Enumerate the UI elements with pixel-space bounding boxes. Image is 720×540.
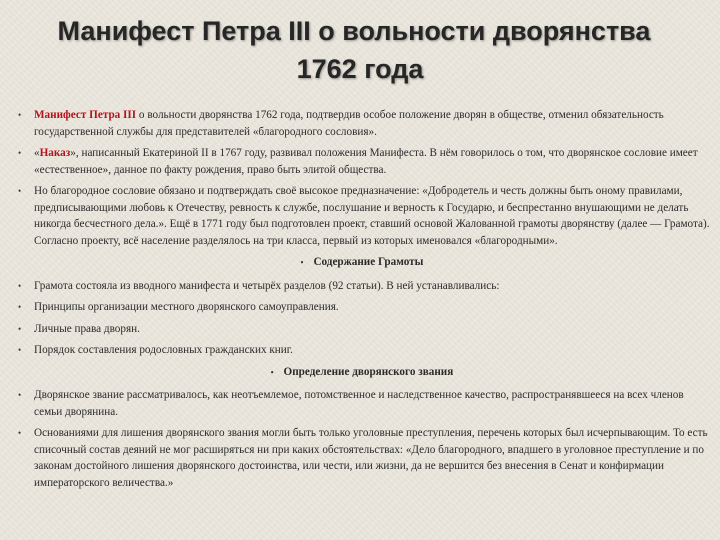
bullet-icon: • xyxy=(18,302,22,312)
bullet-icon: • xyxy=(18,428,22,438)
bullet-icon: • xyxy=(270,367,274,377)
slide-title xyxy=(0,12,720,88)
bullet-icon: • xyxy=(18,323,22,334)
bullet-paragraph-genealogy xyxy=(12,342,712,359)
manifest-accent-text: Манифест Петра III xyxy=(34,109,137,121)
heading-text: Определение дворянского звания xyxy=(283,365,454,378)
section-heading-gramota xyxy=(12,254,712,272)
bullet-paragraph-deprivation xyxy=(12,425,712,491)
bullet-paragraph-structure xyxy=(12,278,712,295)
paragraph-text: », написанный Екатериной II в 1767 году, развивал положения Манифеста. В нём говорилось о том, что дворянское сословие имеет «естественное», данное по факту рождения, право быть элитой общества. xyxy=(34,147,698,176)
bullet-paragraph-duty xyxy=(12,183,712,249)
title-line-2: 1762 года xyxy=(296,54,424,84)
paragraph-text: Порядок составления родословных гражданских книг. xyxy=(34,344,293,356)
bullet-icon: • xyxy=(18,148,22,158)
bullet-icon: • xyxy=(18,280,22,291)
bullet-icon: • xyxy=(18,110,22,120)
section-heading-definition xyxy=(12,364,712,382)
quote-open: « xyxy=(34,147,40,159)
bullet-icon: • xyxy=(18,186,22,196)
paragraph-text: Но благородное сословие обязано и подтверждать своё высокое предназначение: «Добродетель и честь должны быть оному правилами, предписывающими любовь к Отечеству, ревность к службе, послушание и верность к Государю, и беспрестанно внушающими не делать никогда бесчестного дела.». Ещё в 1771 году был подготовлен проект, ставший основой Жалованной грамоты дворянству (далее — Грамота). Согласно проекту, всё население разделялось на три класса, первый из которых именовался «благородными». xyxy=(34,185,710,247)
paragraph-text: Дворянское звание рассматривалось, как неотъемлемое, потомственное и наследственное качество, распространявшееся на всех членов семьи дворянина. xyxy=(34,389,684,418)
bullet-icon: • xyxy=(18,390,22,400)
bullet-icon: • xyxy=(18,345,22,355)
bullet-paragraph-self-government xyxy=(12,299,712,316)
bullet-paragraph-manifest xyxy=(12,107,712,140)
title-line-1: Манифест Петра III о вольности дворянства xyxy=(57,16,651,46)
slide-body xyxy=(12,107,712,496)
paragraph-text: Личные права дворян. xyxy=(34,322,140,335)
bullet-icon: • xyxy=(300,258,304,267)
bullet-paragraph-nakaz xyxy=(12,145,712,178)
paragraph-text: Грамота состояла из вводного манифеста и четырёх разделов (92 статьи). В ней устанавливались: xyxy=(34,279,500,292)
paragraph-text: о вольности дворянства 1762 года, подтвердив особое положение дворян в обществе, отменил обязательность государственной службы для представителей «благородного сословия». xyxy=(34,109,664,138)
bullet-paragraph-rights xyxy=(12,321,712,338)
paragraph-text: Основаниями для лишения дворянского звания могли быть только уголовные преступления, перечень которых был исчерпывающим. То есть списочный состав деяний не мог расширяться ни при каких обстоятельствах: «Дело благородного, впадшего в уголовное преступление и по законам достойного лишения дворянского достоинства, или чести, или жизни, да не вершится без внесения в Сенат и конфирмации императорского величества.» xyxy=(34,427,708,489)
paragraph-text: Принципы организации местного дворянского самоуправления. xyxy=(34,301,339,313)
nakaz-accent-text: Наказ xyxy=(39,147,71,159)
bullet-paragraph-hereditary xyxy=(12,387,712,420)
heading-text: Содержание Грамоты xyxy=(313,256,424,268)
